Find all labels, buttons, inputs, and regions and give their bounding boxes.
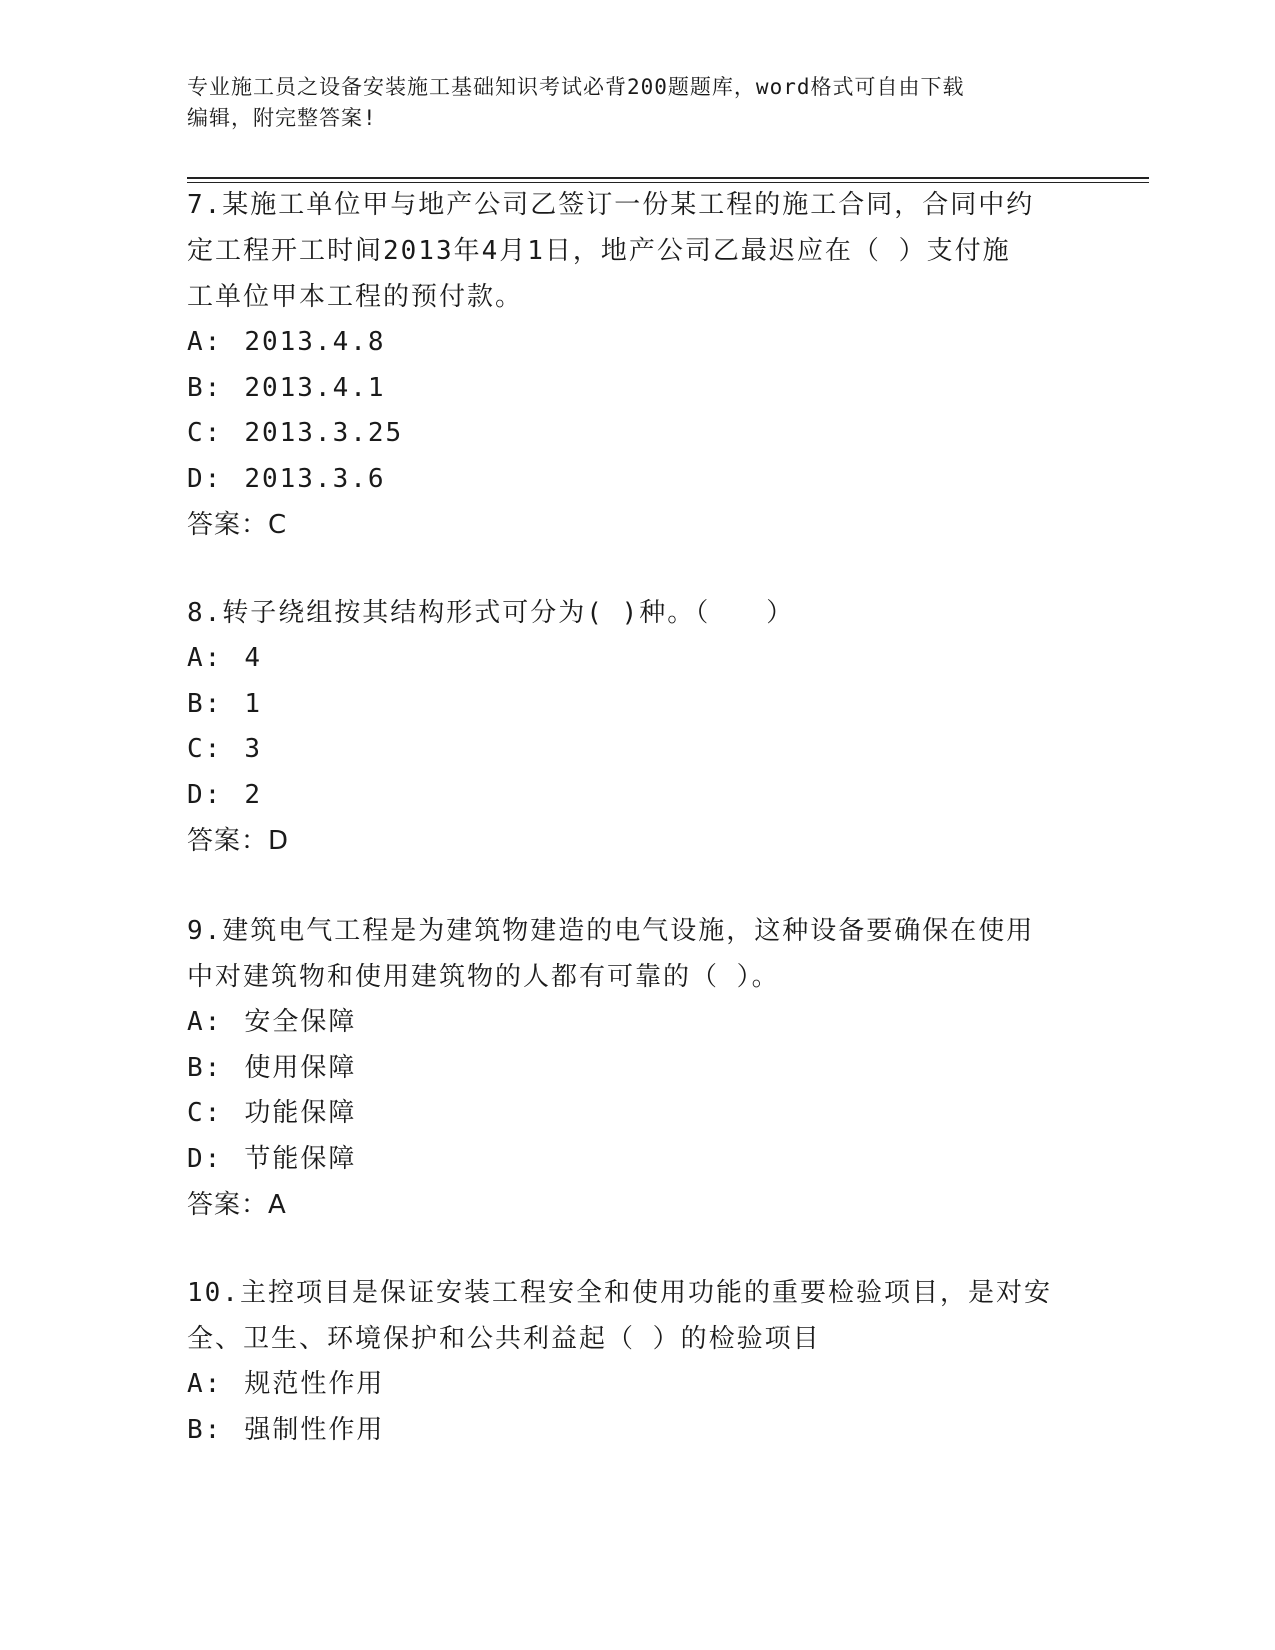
option-text: 4	[244, 643, 262, 673]
header-title-line-1: 专业施工员之设备安装施工基础知识考试必背200题题库，word格式可自由下载	[187, 75, 965, 99]
option-letter: B:	[187, 1414, 223, 1445]
option-d	[187, 1137, 1087, 1183]
option-text: 节能保障	[244, 1143, 357, 1174]
option-text: 3	[244, 734, 262, 764]
answer-line: 答案：C	[187, 510, 288, 540]
question-text-line: 中对建筑物和使用建筑物的人都有可靠的（ ）。	[187, 962, 780, 992]
option-c	[187, 727, 1087, 773]
option-text: 2013.4.8	[244, 327, 386, 357]
question-text-line: 8.转子绕组按其结构形式可分为( )种。（ ）	[187, 598, 795, 628]
option-letter: C:	[187, 1098, 223, 1128]
option-a	[187, 320, 1087, 366]
option-letter: B:	[187, 688, 223, 719]
question-7	[187, 182, 1087, 548]
question-8	[187, 590, 1087, 864]
option-letter: A:	[187, 1369, 223, 1399]
option-letter: A:	[187, 1007, 223, 1037]
option-letter: C:	[187, 418, 223, 448]
option-letter: D:	[187, 779, 223, 810]
question-text-line: 7.某施工单位甲与地产公司乙签订一份某工程的施工合同，合同中约	[187, 190, 1035, 220]
option-text: 1	[244, 688, 262, 719]
option-text: 2	[244, 779, 262, 810]
document-header	[187, 72, 1087, 134]
question-text-line: 10.主控项目是保证安装工程安全和使用功能的重要检验项目，是对安	[187, 1278, 1052, 1308]
option-b	[187, 1046, 1087, 1092]
option-text: 2013.3.25	[244, 418, 404, 448]
option-text: 2013.3.6	[244, 463, 386, 494]
question-text-line: 9.建筑电气工程是为建筑物建造的电气设施，这种设备要确保在使用	[187, 916, 1035, 946]
option-c	[187, 411, 1087, 457]
option-d	[187, 457, 1087, 503]
option-text: 使用保障	[244, 1052, 357, 1083]
header-title-line-2: 编辑，附完整答案!	[187, 106, 377, 130]
option-letter: B:	[187, 372, 223, 403]
question-9	[187, 908, 1087, 1228]
option-a	[187, 636, 1087, 682]
question-text-line: 工单位甲本工程的预付款。	[187, 282, 524, 312]
option-text: 规范性作用	[244, 1369, 385, 1399]
option-c	[187, 1091, 1087, 1137]
answer-line: 答案：A	[187, 1190, 287, 1220]
option-text: 功能保障	[244, 1098, 357, 1128]
answer-line: 答案：D	[187, 826, 290, 856]
option-letter: D:	[187, 1143, 223, 1174]
header-divider-thick	[187, 177, 1149, 179]
option-b	[187, 682, 1087, 728]
option-a	[187, 1362, 1087, 1408]
question-10	[187, 1270, 1087, 1453]
option-letter: A:	[187, 643, 223, 673]
option-letter: C:	[187, 734, 223, 764]
question-text-line: 全、卫生、环境保护和公共利益起（ ）的检验项目	[187, 1324, 821, 1354]
option-a	[187, 1000, 1087, 1046]
option-letter: B:	[187, 1052, 223, 1083]
option-text: 2013.4.1	[244, 372, 386, 403]
option-letter: D:	[187, 463, 223, 494]
option-text: 强制性作用	[244, 1414, 385, 1445]
option-b	[187, 366, 1087, 412]
option-d	[187, 773, 1087, 819]
option-letter: A:	[187, 327, 223, 357]
question-text-line: 定工程开工时间2013年4月1日，地产公司乙最迟应在（ ）支付施	[187, 236, 1011, 266]
option-b	[187, 1408, 1087, 1454]
option-text: 安全保障	[244, 1007, 357, 1037]
